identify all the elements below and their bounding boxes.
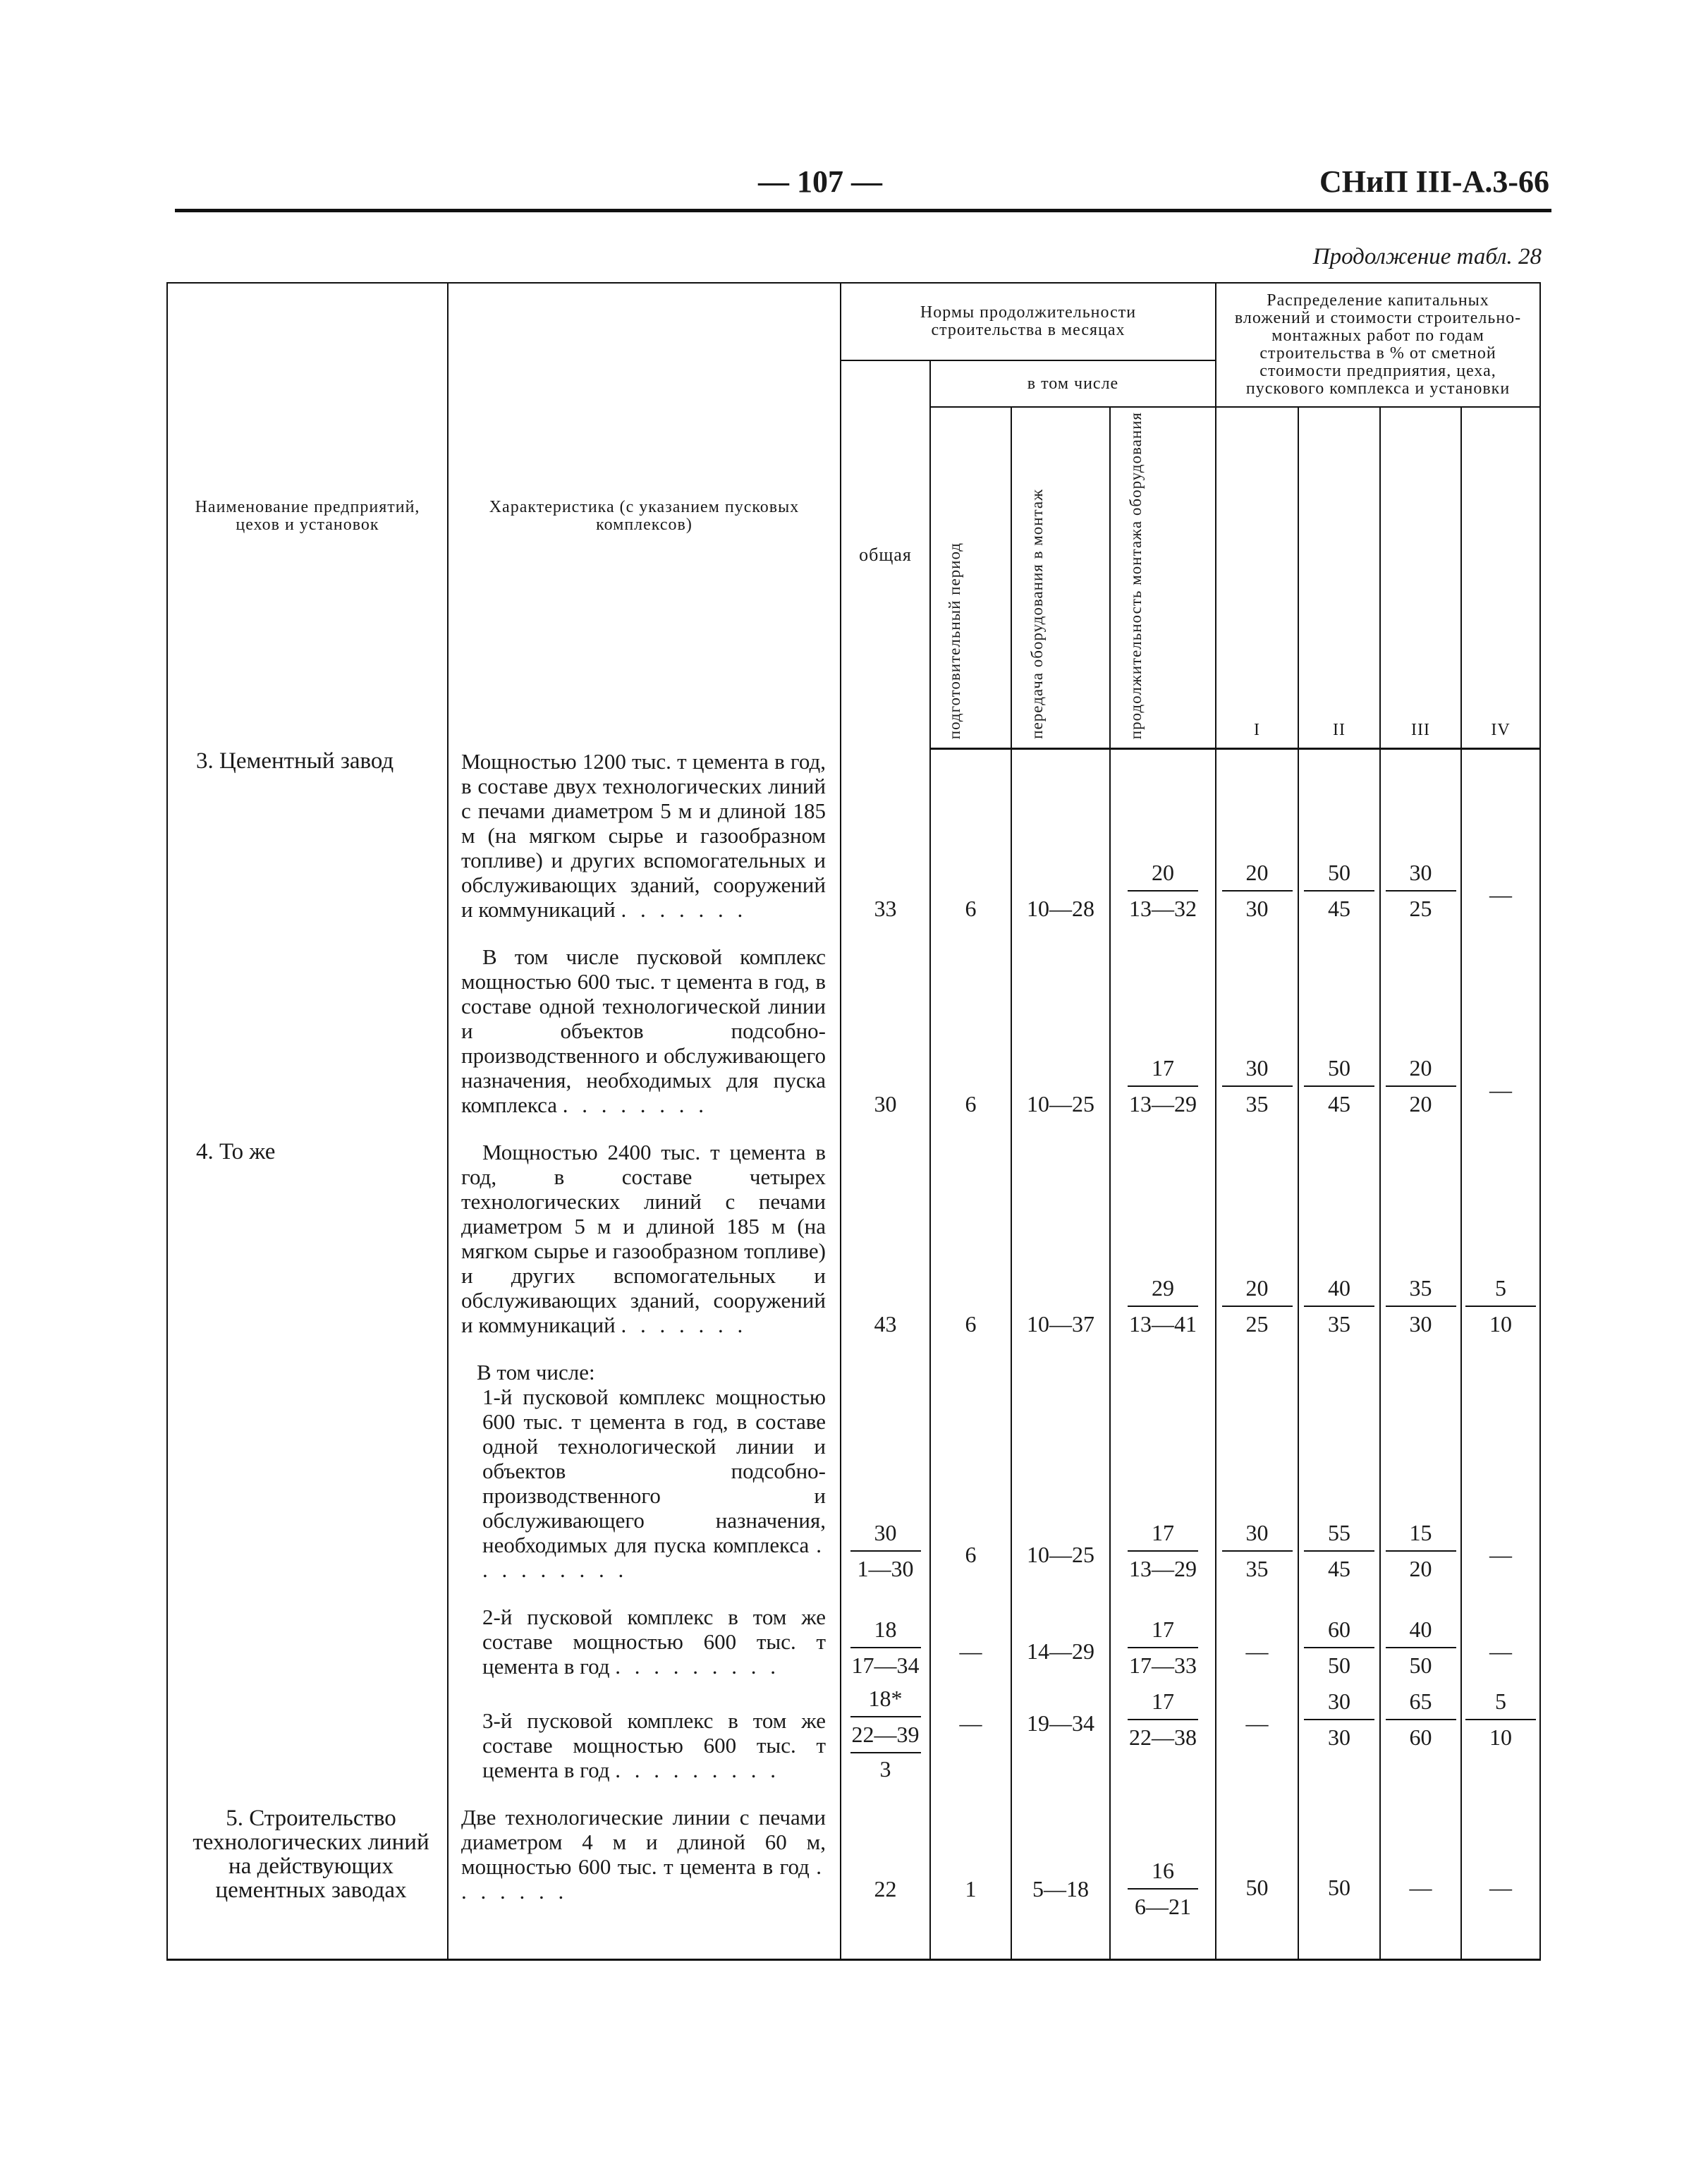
cell-transfer: 10—37 [1011,1124,1110,1344]
row-desc-text: В том числе пусковой комплекс мощностью 600 тыс. т цемента в год, в составе одной технологической линии и объектов подсобно-производственного и обслуживающего назначения, необходимых для пуска комплекса [461,944,826,1117]
header-duration [1110,407,1216,749]
row-desc-text: Мощностью 2400 тыс. т цемента в год, в составе четырех технологических линий с печами диаметром 5 м и длиной 185 м (на мягком сырье и газообразном топливе) и других вспомогательных и обслуживающих зданий, сооружений и коммуникаций [461,1139,826,1337]
cell-year-1: — [1216,1686,1298,1789]
fraction-bottom: 35 [1245,1555,1269,1581]
norms-table [166,282,1541,1961]
cell-transfer: 19—34 [1011,1686,1110,1789]
cell-total: 22 [841,1789,930,1960]
fraction-top: 50 [1304,860,1374,892]
fraction-top: 40 [1386,1617,1456,1648]
cell-total [841,1344,930,1589]
fraction-bottom: 22—38 [1129,1724,1197,1750]
fraction-bottom: 17—34 [851,1652,920,1678]
fraction-bottom: 10 [1489,1724,1513,1750]
cell-total [841,1589,930,1686]
cell-total: 43 [841,1124,930,1344]
header-year-2: II [1298,407,1380,749]
fraction-footnote: 3 [879,1756,891,1782]
page-number: — 107 — [758,164,882,199]
fraction-bottom: 20 [1409,1090,1432,1117]
fraction [1386,1617,1456,1679]
row-desc [448,749,841,929]
cell-year-2 [1298,1686,1380,1789]
cell-duration [1110,929,1216,1124]
cell-year-1: — [1216,1589,1298,1686]
fraction-top: 35 [1386,1275,1456,1307]
cell-year-2 [1298,749,1380,929]
fraction [850,1520,921,1582]
row-desc [448,1124,841,1344]
row-desc [448,1344,841,1589]
row-name [167,1686,448,1789]
fraction-top: 20 [1386,1055,1456,1087]
header-year-1: I [1216,407,1298,749]
header-year-4: IV [1461,407,1540,749]
cell-year-3: — [1380,1789,1461,1960]
fraction [1304,860,1374,922]
fraction-top: 18* [850,1686,921,1717]
leader-dots: . . . . . . . . . [615,1653,780,1679]
document-code: СНиП III-А.3-66 [1319,164,1549,199]
fraction [1304,1689,1374,1751]
fraction-top: 17 [1128,1617,1198,1648]
fraction [1128,1055,1198,1117]
fraction-top: 30 [1304,1689,1374,1720]
cell-transfer: 10—25 [1011,1344,1110,1589]
fraction-bottom: 10 [1489,1310,1513,1337]
cell-prep: 6 [930,1124,1011,1344]
cell-year-1 [1216,1344,1298,1589]
fraction-top: 18 [850,1617,921,1648]
fraction [1386,1689,1456,1751]
cell-year-1 [1216,749,1298,929]
row-desc [448,1789,841,1960]
fraction [1465,1275,1536,1337]
row-desc [448,1589,841,1686]
fraction [1128,1275,1198,1337]
fraction-bottom: 25 [1409,895,1432,921]
header-prep-text: подготовительный период [945,542,963,740]
table-continuation: Продолжение табл. 28 [1312,244,1542,269]
leader-dots: . . . . . . . [621,1312,748,1337]
fraction-bottom: 30 [1245,895,1269,921]
header-duration-text: продолжительность монтажа оборудования [1127,412,1145,740]
cell-year-3 [1380,1686,1461,1789]
header-characteristic: Характеристика (с указанием пусковых комплексов) [448,283,841,749]
fraction-top: 5 [1465,1689,1536,1720]
row-name: 4. То же [167,1124,448,1344]
fraction [1465,1689,1536,1751]
leader-dots: . . . . . . . . . [615,1757,780,1782]
header-rule [175,209,1551,212]
cell-prep: — [930,1686,1011,1789]
fraction-bottom: 25 [1245,1310,1269,1337]
fraction [1128,1858,1198,1920]
cell-year-4: — [1461,1589,1540,1686]
fraction [1128,860,1198,922]
fraction [1386,1055,1456,1117]
fraction [1386,860,1456,922]
cell-year-4: — [1461,1789,1540,1960]
fraction [1128,1520,1198,1582]
cell-year-4: — [1461,749,1540,929]
cell-duration [1110,749,1216,929]
leader-dots: . . . . . . . . [562,1092,709,1117]
cell-prep: 1 [930,1789,1011,1960]
fraction [1304,1617,1374,1679]
fraction [1222,1520,1293,1582]
cell-year-4: — [1461,929,1540,1124]
row-desc [448,1686,841,1789]
fraction [850,1686,921,1782]
fraction [1128,1689,1198,1751]
cell-year-1 [1216,1124,1298,1344]
cell-transfer: 14—29 [1011,1589,1110,1686]
cell-year-2 [1298,1589,1380,1686]
row-name: 3. Цементный завод [167,749,448,929]
table-row [167,749,1540,929]
fraction-bottom: 50 [1409,1652,1432,1678]
header-norms: Нормы продолжительности строительства в месяцах [841,283,1216,360]
fraction-top: 40 [1304,1275,1374,1307]
fraction-top: 16 [1128,1858,1198,1890]
fraction-bottom: 13—29 [1129,1555,1197,1581]
leader-dots: . . . . . . . [621,896,748,922]
fraction-top: 50 [1304,1055,1374,1087]
fraction-bottom: 13—41 [1129,1310,1197,1337]
fraction-top: 5 [1465,1275,1536,1307]
fraction [1386,1275,1456,1337]
cell-duration [1110,1344,1216,1589]
fraction-bottom: 30 [1409,1310,1432,1337]
fraction [1222,860,1293,922]
cell-year-3 [1380,1344,1461,1589]
cell-transfer: 10—25 [1011,929,1110,1124]
row-name [167,929,448,1124]
fraction-bottom: 35 [1328,1310,1351,1337]
fraction-bottom: 17—33 [1129,1652,1197,1678]
row-desc-lead: В том числе: [477,1359,595,1385]
cell-year-4 [1461,1686,1540,1789]
header-total: общая [841,360,930,749]
leader-dots: . . . . . . . . . [482,1532,826,1582]
fraction [1222,1055,1293,1117]
cell-total: 30 [841,929,930,1124]
table-row [167,1789,1540,1960]
row-desc [448,929,841,1124]
cell-prep: 6 [930,749,1011,929]
row-desc-text: 1-й пусковой комплекс мощностью 600 тыс. т цемента в год, в составе одной технологической линии и объектов подсобно-производственного и обслуживающего назначения, необходимых для пуска комплекса [482,1384,826,1557]
cell-year-2 [1298,929,1380,1124]
fraction [1222,1275,1293,1337]
row-desc-text: 3-й пусковой комплекс в том же составе мощностью 600 тыс. т цемента в год [482,1708,826,1782]
fraction-top: 55 [1304,1520,1374,1552]
cell-total: 33 [841,749,930,929]
fraction-top: 20 [1222,860,1293,892]
fraction-top: 15 [1386,1520,1456,1552]
header-distribution: Распределение капитальных вложений и стоимости строительно-монтажных работ по годам строительства в % от сметной стоимости предприятия, цеха, пускового комплекса и установки [1216,283,1540,407]
cell-year-3 [1380,929,1461,1124]
header-year-3: III [1380,407,1461,749]
cell-transfer: 5—18 [1011,1789,1110,1960]
fraction [850,1617,921,1679]
cell-duration [1110,1589,1216,1686]
header-transfer-text: передача оборудования в монтаж [1028,489,1046,740]
fraction-bottom: 45 [1328,895,1351,921]
fraction [1128,1617,1198,1679]
table-row [167,929,1540,1124]
fraction-bottom: 20 [1409,1555,1432,1581]
fraction-bottom: 6—21 [1135,1893,1191,1919]
cell-duration [1110,1789,1216,1960]
fraction-top: 65 [1386,1689,1456,1720]
cell-year-3 [1380,749,1461,929]
fraction-bottom: 60 [1409,1724,1432,1750]
fraction-top: 60 [1304,1617,1374,1648]
table-row [167,1686,1540,1789]
header-name: Наименование предприятий, цехов и установок [167,283,448,749]
cell-year-4: — [1461,1344,1540,1589]
row-name [167,1344,448,1589]
table-row [167,1344,1540,1589]
fraction [1386,1520,1456,1582]
table-row [167,1589,1540,1686]
fraction-top: 17 [1128,1520,1198,1552]
row-desc-text: 2-й пусковой комплекс в том же составе мощностью 600 тыс. т цемента в год [482,1604,826,1679]
row-desc-text: Две технологические линии с печами диаметром 4 м и длиной 60 м, мощностью 600 тыс. т цемента в год [461,1804,826,1879]
table-row [167,1124,1540,1344]
header-including: в том числе [930,360,1216,407]
fraction-bottom: 13—32 [1129,895,1197,921]
cell-year-2 [1298,1124,1380,1344]
cell-year-1: 50 [1216,1789,1298,1960]
fraction-top: 17 [1128,1055,1198,1087]
fraction-bottom: 35 [1245,1090,1269,1117]
leader-dots: . . . . . . . [461,1854,826,1904]
cell-prep: 6 [930,1344,1011,1589]
fraction-top: 30 [1222,1520,1293,1552]
fraction [1304,1055,1374,1117]
fraction-top: 30 [1386,860,1456,892]
fraction-top: 20 [1128,860,1198,892]
row-desc-text: Мощностью 1200 тыс. т цемента в год, в составе двух технологических линий с печами диаметром 5 м и длиной 185 м (на мягком сырье и газообразном топливе) и других вспомогательных и обслуживающих зданий, сооружений и коммуникаций [461,748,826,922]
fraction-bottom: 30 [1328,1724,1351,1750]
cell-year-3 [1380,1124,1461,1344]
fraction-bottom: 13—29 [1129,1090,1197,1117]
fraction-bottom: 1—30 [857,1555,914,1581]
cell-prep: — [930,1589,1011,1686]
cell-year-2 [1298,1344,1380,1589]
fraction-top: 20 [1222,1275,1293,1307]
cell-year-4 [1461,1124,1540,1344]
cell-duration [1110,1124,1216,1344]
fraction-top: 30 [850,1520,921,1552]
fraction-bottom: 45 [1328,1555,1351,1581]
cell-year-2: 50 [1298,1789,1380,1960]
row-name [167,1589,448,1686]
cell-year-3 [1380,1589,1461,1686]
fraction-top: 30 [1222,1055,1293,1087]
fraction [1304,1275,1374,1337]
row-name: 5. Строительство технологических линий на действующих цементных заводах [167,1789,448,1960]
fraction-bottom: 50 [1328,1652,1351,1678]
header-prep [930,407,1011,749]
cell-duration [1110,1686,1216,1789]
header-transfer [1011,407,1110,749]
fraction-bottom: 22—39 [850,1717,921,1753]
fraction-bottom: 45 [1328,1090,1351,1117]
cell-total [841,1686,930,1789]
cell-transfer: 10—28 [1011,749,1110,929]
fraction-top: 17 [1128,1689,1198,1720]
fraction-top: 29 [1128,1275,1198,1307]
cell-prep: 6 [930,929,1011,1124]
fraction [1304,1520,1374,1582]
cell-year-1 [1216,929,1298,1124]
